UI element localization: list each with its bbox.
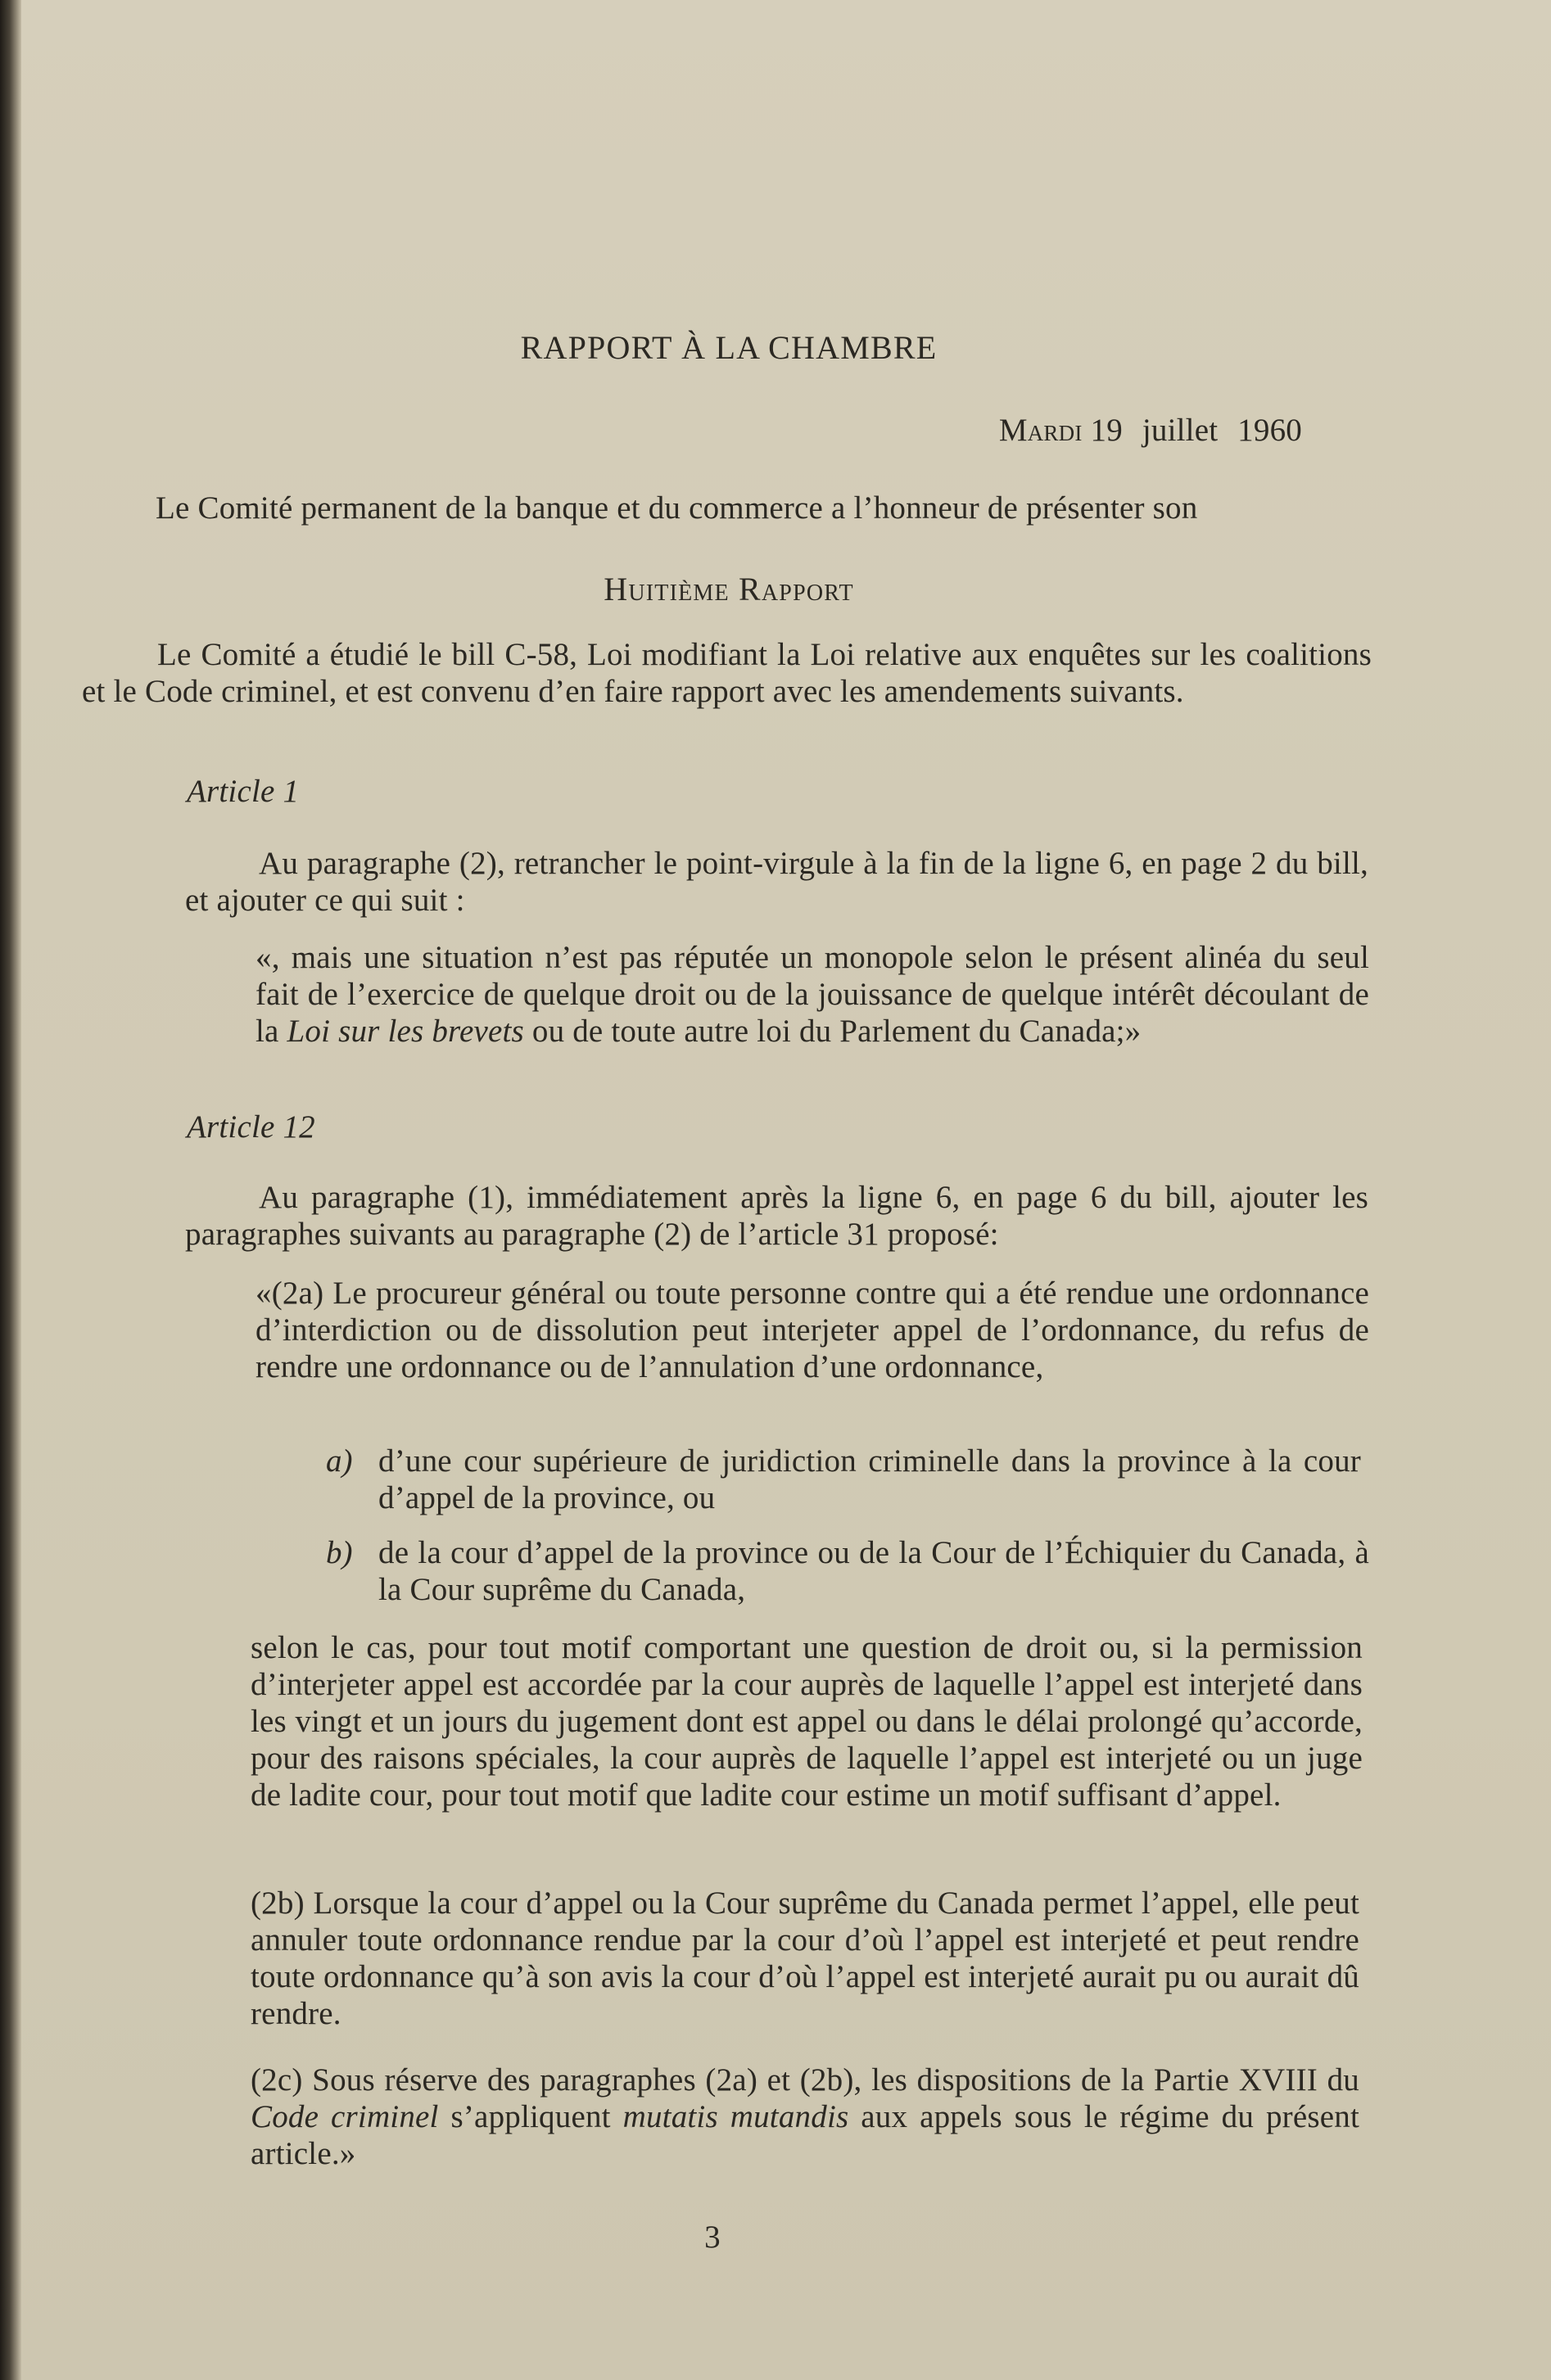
- article-12-instruction: Au paragraphe (1), immédiatement après la ligne 6, en page 6 du bill, ajouter les paragraphes suivants au paragraphe (2) de l’article 31 proposé:: [185, 1180, 1368, 1252]
- report-heading: Huitième Rapport: [604, 571, 854, 607]
- item-b-label: b): [326, 1535, 353, 1570]
- p2c-italic-code: Code criminel: [251, 2099, 439, 2134]
- article-1-amendment-text: [255, 939, 1369, 1050]
- paragraph-2a: «(2a) Le procureur général ou toute personne contre qui a été rendue une ordonnance d’interdiction ou de dissolution peut interjeter appel de l’ordonnance, du refus de rendre une ordonnance ou de l’annulation d’une ordonnance,: [255, 1276, 1369, 1384]
- article-1-quote-before: «, mais une situation n’est pas réputée un monopole selon le présent alinéa du seul fait de l’exercice de quelque droit ou de la jouissance de quelque intérêt découlant de la: [255, 940, 1369, 1049]
- document-title: RAPPORT À LA CHAMBRE: [520, 329, 938, 366]
- report-date: [819, 412, 1302, 449]
- p2c-italic-mutatis: mutatis mutandis: [622, 2099, 849, 2134]
- article-1-heading: Article 1: [187, 774, 300, 809]
- binding-edge: [0, 0, 21, 2380]
- p2c-before: (2c) Sous réserve des paragraphes (2a) et (2b), les dispositions de la Partie XVIII du: [251, 2062, 1359, 2098]
- report-date-rest: 19 juillet 1960: [1090, 413, 1302, 448]
- article-12-heading: Article 12: [187, 1109, 315, 1145]
- paragraph-2c: [251, 2062, 1359, 2172]
- p2c-after: aux appels sous le régime du présent article.»: [251, 2099, 1359, 2171]
- article-1-instruction: Au paragraphe (2), retrancher le point-virgule à la fin de la ligne 6, en page 2 du bill, et ajouter ce qui suit :: [185, 846, 1368, 918]
- item-b-text: de la cour d’appel de la province ou de la Cour de l’Échiquier du Canada, à la Cour suprême du Canada,: [378, 1535, 1369, 1607]
- report-date-day: Mardi: [998, 413, 1083, 448]
- article-1-quote-italic: Loi sur les brevets: [287, 1014, 524, 1049]
- article-1-quote-after: ou de toute autre loi du Parlement du Canada;»: [523, 1014, 1142, 1049]
- page-number: 3: [704, 2220, 721, 2255]
- paragraph-2b: (2b) Lorsque la cour d’appel ou la Cour suprême du Canada permet l’appel, elle peut annuler toute ordonnance rendue par la cour d’où l’appel est interjeté et peut rendre toute ordonnance qu’à son avis la cour d’où l’appel est interjeté aurait pu ou aurait dû rendre.: [251, 1885, 1359, 2031]
- item-a-text: d’une cour supérieure de juridiction criminelle dans la province à la cour d’appel de la province, ou: [378, 1443, 1361, 1515]
- committee-paragraph: Le Comité a étudié le bill C-58, Loi modifiant la Loi relative aux enquêtes sur les coalitions et le Code criminel, et est convenu d’en faire rapport avec les amendements suivants.: [82, 637, 1372, 709]
- intro-paragraph: Le Comité permanent de la banque et du commerce a l’honneur de présenter son: [156, 490, 1198, 526]
- p2c-middle: s’appliquent: [438, 2099, 623, 2134]
- appeal-continuation: selon le cas, pour tout motif comportant une question de droit ou, si la permission d’interjeter appel est accordée par la cour auprès de laquelle l’appel est interjeté dans les vingt et un jours du jugement dont est appel ou dans le délai prolongé qu’accorde, pour des raisons spéciales, la cour auprès de laquelle l’appel est interjeté ou un juge de ladite cour, pour tout motif que ladite cour estime un motif suffisant d’appel.: [251, 1630, 1363, 1813]
- item-a-label: a): [326, 1443, 353, 1479]
